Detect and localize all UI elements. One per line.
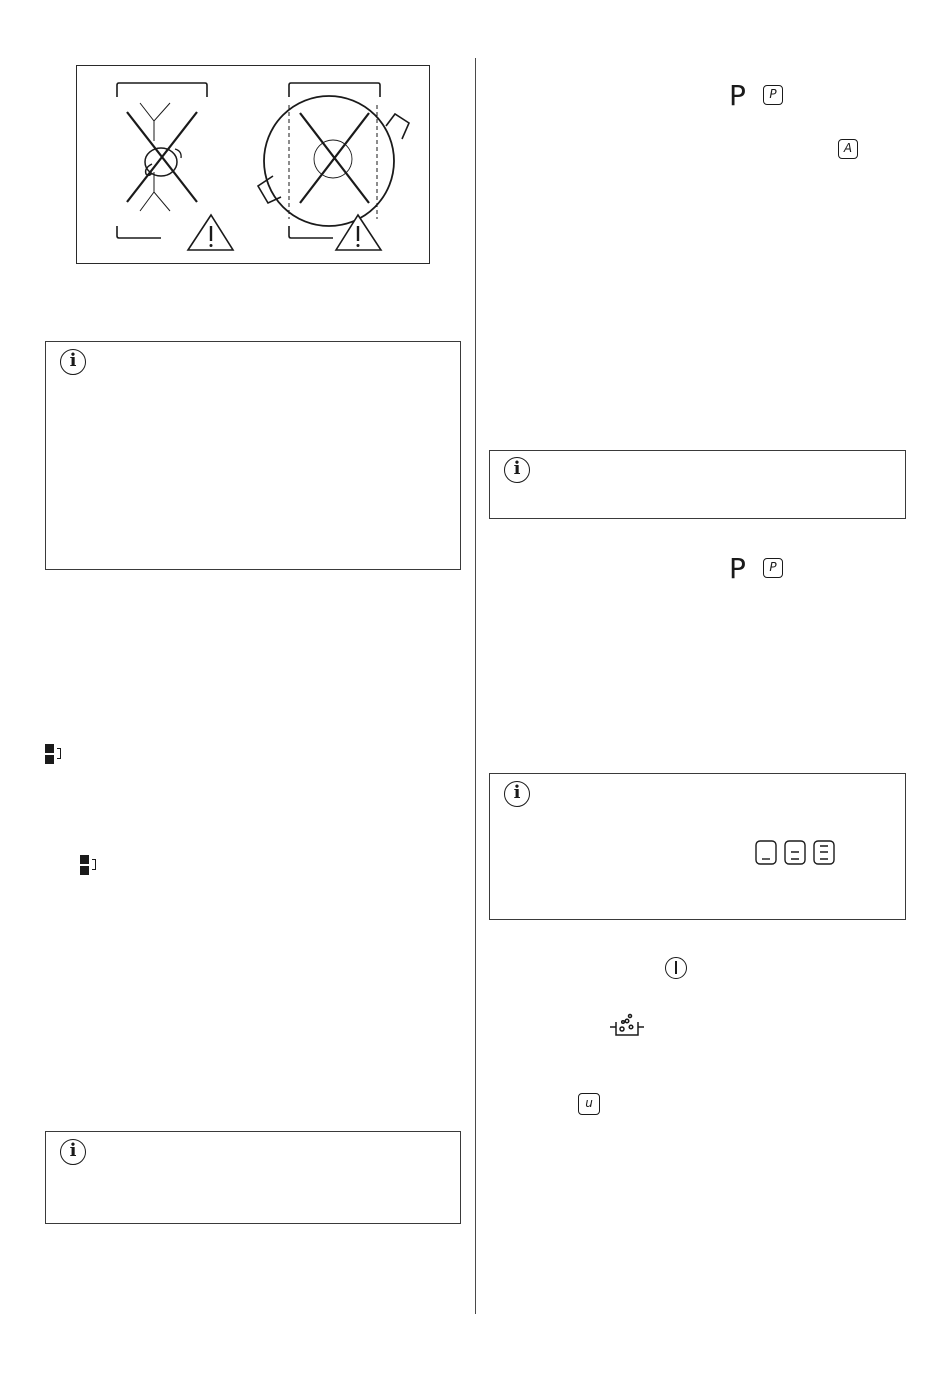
power-level-p-letter: P bbox=[729, 552, 746, 585]
info-icon: i bbox=[60, 1139, 86, 1165]
info-box-note-1 bbox=[45, 341, 461, 570]
info-box-note-2 bbox=[489, 450, 906, 519]
cookware-position-warning-illustration bbox=[77, 66, 429, 263]
power-level-p-letter: P bbox=[729, 79, 746, 112]
info-box-note-3 bbox=[489, 773, 906, 920]
cooking-zone-indicator-icon bbox=[80, 853, 102, 881]
zone-bracket-top-right bbox=[289, 83, 380, 97]
info-icon: i bbox=[504, 781, 530, 807]
zone-bracket-top-left bbox=[117, 83, 207, 97]
info-icon: i bbox=[504, 457, 530, 483]
info-box-note-4 bbox=[45, 1131, 461, 1224]
column-divider bbox=[475, 58, 476, 1314]
u-key-symbol: u bbox=[578, 1093, 600, 1115]
power-icon bbox=[665, 957, 687, 979]
p-key-symbol: P bbox=[763, 85, 783, 105]
heat-level-display-symbols bbox=[755, 840, 839, 866]
zone-bracket-bottom-left bbox=[117, 226, 161, 238]
info-icon: i bbox=[60, 349, 86, 375]
pan-function-icon bbox=[609, 1013, 645, 1039]
p-key-symbol: P bbox=[763, 558, 783, 578]
a-key-symbol: A bbox=[838, 139, 858, 159]
zone-bracket-bottom-right bbox=[289, 226, 333, 238]
cookware-warning-figure bbox=[76, 65, 430, 264]
cooking-zone-indicator-icon bbox=[45, 742, 67, 770]
